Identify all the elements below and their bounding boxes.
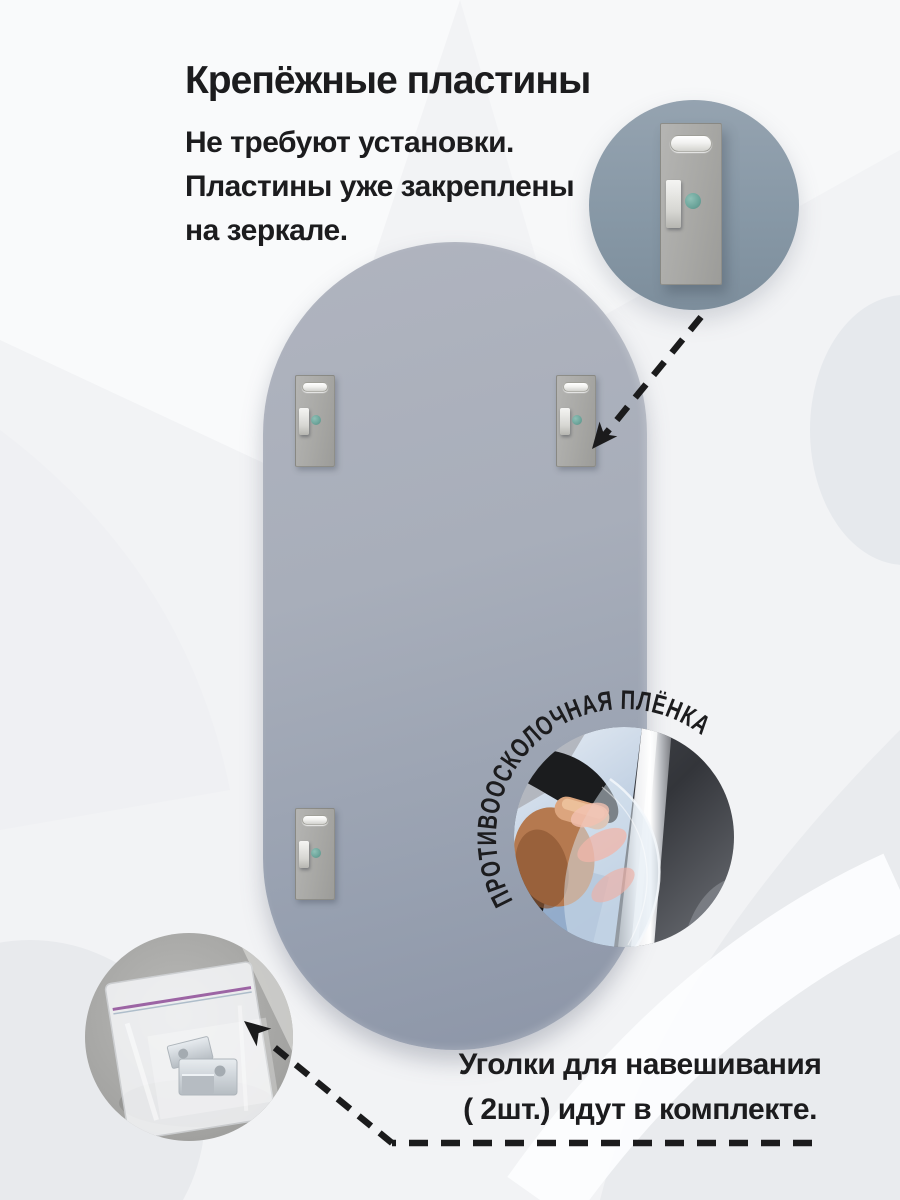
- film-curved-label: [444, 657, 804, 1017]
- footer-line-2: ( 2шт.) идут в комплекте.: [463, 1093, 817, 1126]
- hanger-hook-icon: [299, 408, 308, 435]
- footer-line-1: Уголки для навешивания: [458, 1048, 822, 1081]
- keyhole-slot-icon: [670, 135, 712, 151]
- adhesive-pad-icon: [311, 415, 321, 425]
- mounting-plate-bottom-left: [295, 808, 335, 900]
- page-description: [185, 121, 574, 253]
- hanger-hook-icon: [666, 180, 680, 228]
- adhesive-pad-icon: [311, 848, 321, 858]
- mounting-plate-closeup: [660, 123, 722, 285]
- keyhole-slot-icon: [563, 382, 590, 392]
- page-title: Крепёжные пластины: [185, 59, 591, 102]
- hanging-corners-note: [420, 1042, 860, 1132]
- hanger-hook-icon: [560, 408, 569, 435]
- hardware-bag-circle: [85, 933, 293, 1141]
- keyhole-slot-icon: [302, 815, 329, 825]
- description-line-2: Пластины уже закреплены: [185, 170, 575, 203]
- description-line-1: Не требуют установки.: [185, 126, 514, 159]
- mounting-plate-top-left: [295, 375, 335, 467]
- keyhole-slot-icon: [302, 382, 329, 392]
- adhesive-pad-icon: [572, 415, 582, 425]
- hanger-hook-icon: [299, 841, 308, 868]
- mounting-plate-top-right: [556, 375, 596, 467]
- film-curved-label-text: ПРОТИВООСКОЛОЧНАЯ ПЛЁНКА: [471, 684, 721, 912]
- plate-closeup-circle: [589, 100, 799, 310]
- description-line-3: на зеркале.: [185, 214, 348, 247]
- adhesive-pad-icon: [685, 193, 701, 209]
